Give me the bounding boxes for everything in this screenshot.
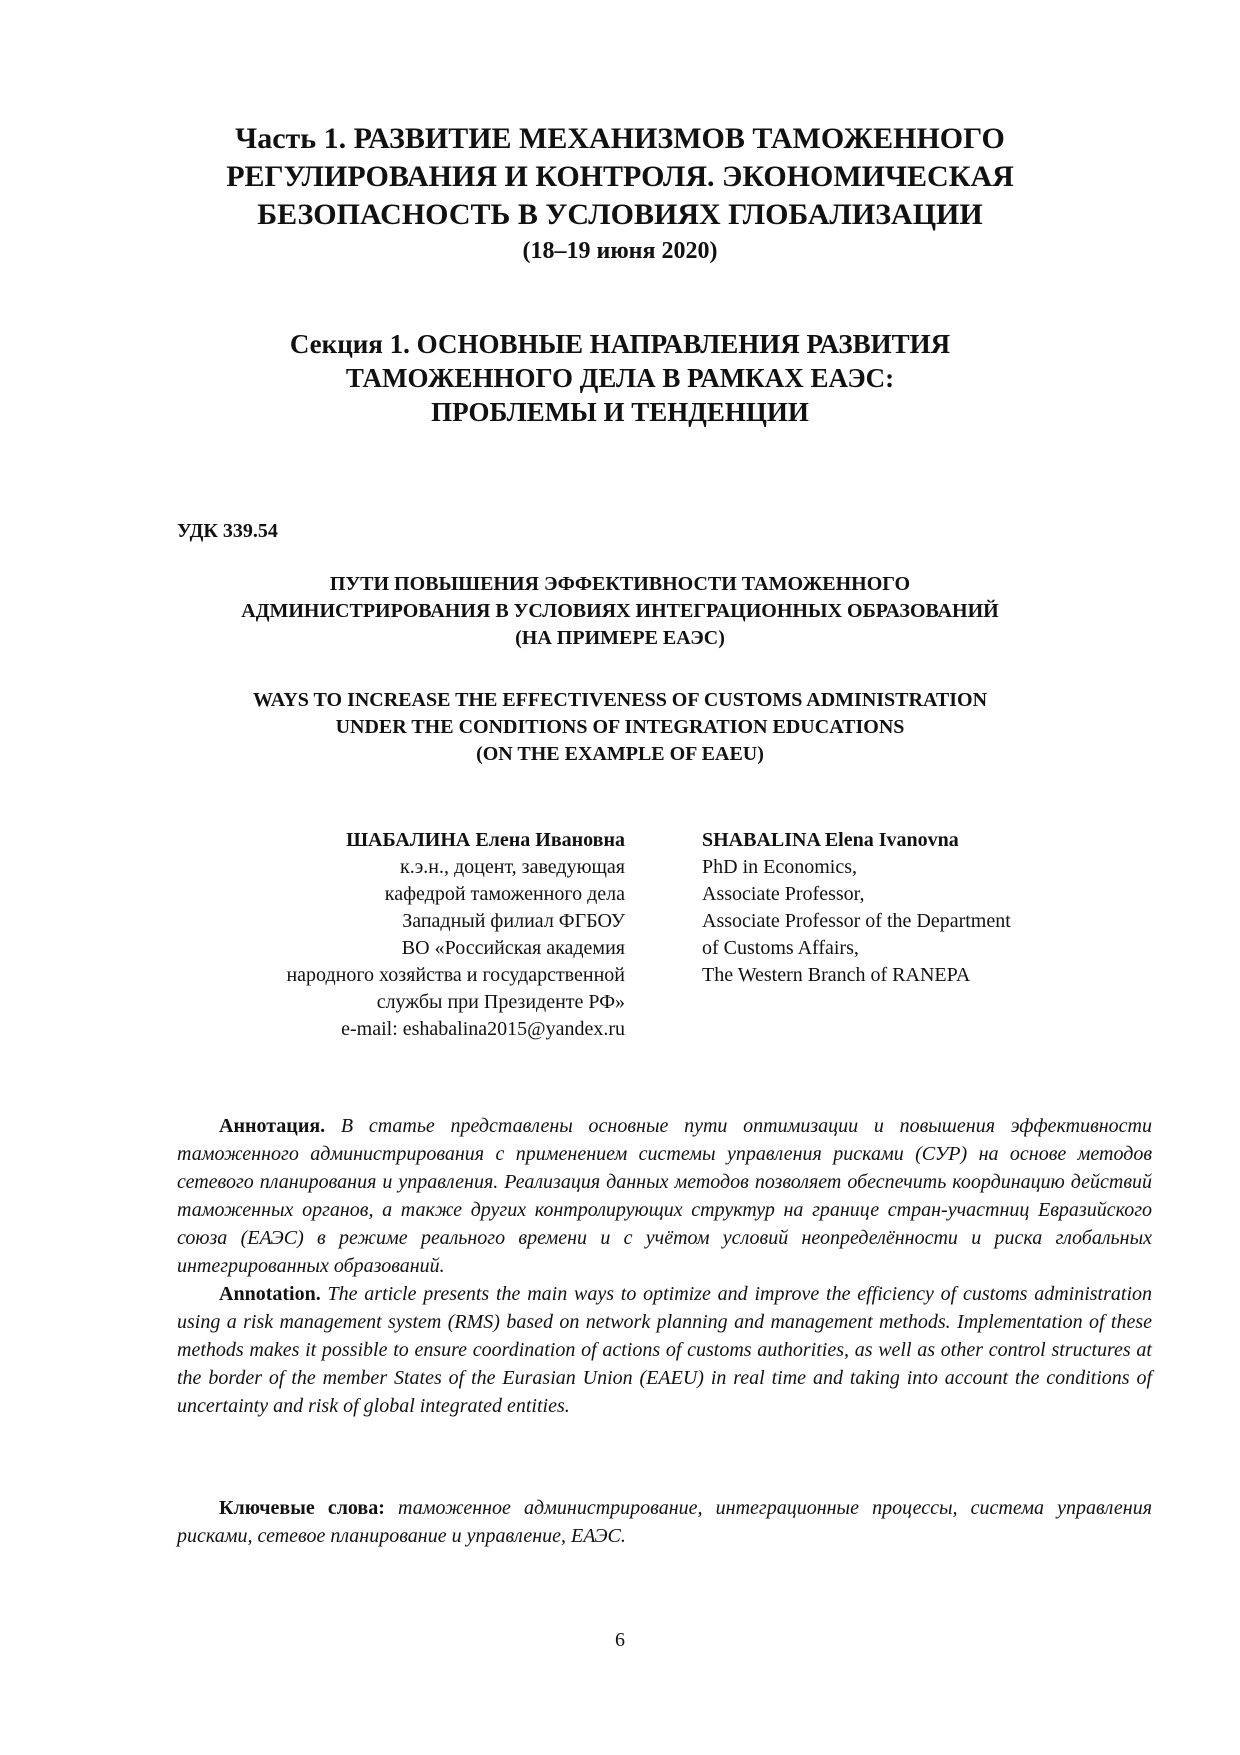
author-info-ru [176,827,625,1043]
article-title-ru [0,571,1240,652]
abstract-en [177,1280,1152,1420]
page-number: 6 [615,1629,625,1651]
keywords-label: Ключевые слова: [219,1497,385,1519]
author-detail-en: Associate Professor, [702,883,865,905]
part-title [0,120,1240,234]
article-title-ru-line: ПУТИ ПОВЫШЕНИЯ ЭФФЕКТИВНОСТИ ТАМОЖЕННОГО [329,573,911,595]
author-detail-ru: ВО «Российская академия [401,937,625,959]
udk-code: УДК 339.54 [177,520,278,542]
article-title-en-line: WAYS TO INCREASE THE EFFECTIVENESS OF CUSTOMS ADMINISTRATION [252,689,988,711]
keywords-text: таможенное администрирование, интеграционные процессы, система управления рисками, сетевое планирование и управление, ЕАЭС. [177,1497,1152,1547]
abstract-en-text: The article presents the main ways to optimize and improve the efficiency of customs administration using a risk management system (RMS) based on network planning and management methods. Implementation of these methods makes it possible to ensure coordination of actions of customs authorities, as well as other control structures at the border of the member States of the Eurasian Union (EAEU) in real time and taking into account the conditions of uncertainty and risk of global integrated entities. [177,1283,1153,1417]
section-title-line: ПРОБЛЕМЫ И ТЕНДЕНЦИИ [431,397,809,427]
abstracts [177,1112,1152,1420]
author-name-ru: ШАБАЛИНА Елена Ивановна [346,829,625,851]
part-date: (18–19 июня 2020) [522,238,718,264]
article-title-ru-line: АДМИНИСТРИРОВАНИЯ В УСЛОВИЯХ ИНТЕГРАЦИОННЫХ ОБРАЗОВАНИЙ [241,600,999,622]
author-detail-ru: к.э.н., доцент, заведующая [399,856,625,878]
author-email: e-mail: eshabalina2015@yandex.ru [341,1018,625,1040]
author-detail-en: Associate Professor of the Department [702,910,1011,932]
author-detail-en: PhD in Economics, [702,856,857,878]
author-name-en: SHABALINA Elena Ivanovna [702,829,959,851]
author-info-en [702,827,1142,989]
section-title [0,327,1240,429]
section-title-line: ТАМОЖЕННОГО ДЕЛА В РАМКАХ ЕАЭС: [345,363,895,393]
author-detail-en: The Western Branch of RANEPA [702,964,971,986]
author-detail-en: of Customs Affairs, [702,937,859,959]
keywords-paragraph [177,1494,1152,1550]
abstract-ru-label: Аннотация. [219,1115,326,1137]
author-detail-ru: службы при Президенте РФ» [376,991,625,1013]
abstract-en-label: Annotation. [219,1283,321,1305]
author-detail-ru: кафедрой таможенного дела [384,883,625,905]
article-title-en [0,687,1240,768]
part-title-line: РЕГУЛИРОВАНИЯ И КОНТРОЛЯ. ЭКОНОМИЧЕСКАЯ [226,160,1014,193]
article-title-en-line: UNDER THE CONDITIONS OF INTEGRATION EDUCATIONS [335,716,905,738]
article-title-ru-line: (НА ПРИМЕРЕ ЕАЭС) [515,627,725,649]
author-detail-ru: народного хозяйства и государственной [286,964,625,986]
abstract-ru-text: В статье представлены основные пути оптимизации и повышения эффективности таможенного администрирования с применением системы управления рисками (СУР) на основе методов сетевого планирования и управления. Реализация данных методов позволяет обеспечить координацию действий таможенных органов, а также других контролирующих структур на границе стран-участниц Евразийского союза (ЕАЭС) в режиме реального времени и с учётом условий неопределённости и риска глобальных интегрированных образований. [177,1115,1152,1277]
section-title-line: Секция 1. ОСНОВНЫЕ НАПРАВЛЕНИЯ РАЗВИТИЯ [289,329,951,359]
part-title-line: Часть 1. РАЗВИТИЕ МЕХАНИЗМОВ ТАМОЖЕННОГО [235,122,1005,155]
abstract-ru [177,1112,1152,1280]
part-title-line: БЕЗОПАСНОСТЬ В УСЛОВИЯХ ГЛОБАЛИЗАЦИИ [257,198,983,231]
article-title-en-line: (ON THE EXAMPLE OF EAEU) [476,743,764,765]
keywords [177,1494,1152,1550]
author-detail-ru: Западный филиал ФГБОУ [402,910,625,932]
